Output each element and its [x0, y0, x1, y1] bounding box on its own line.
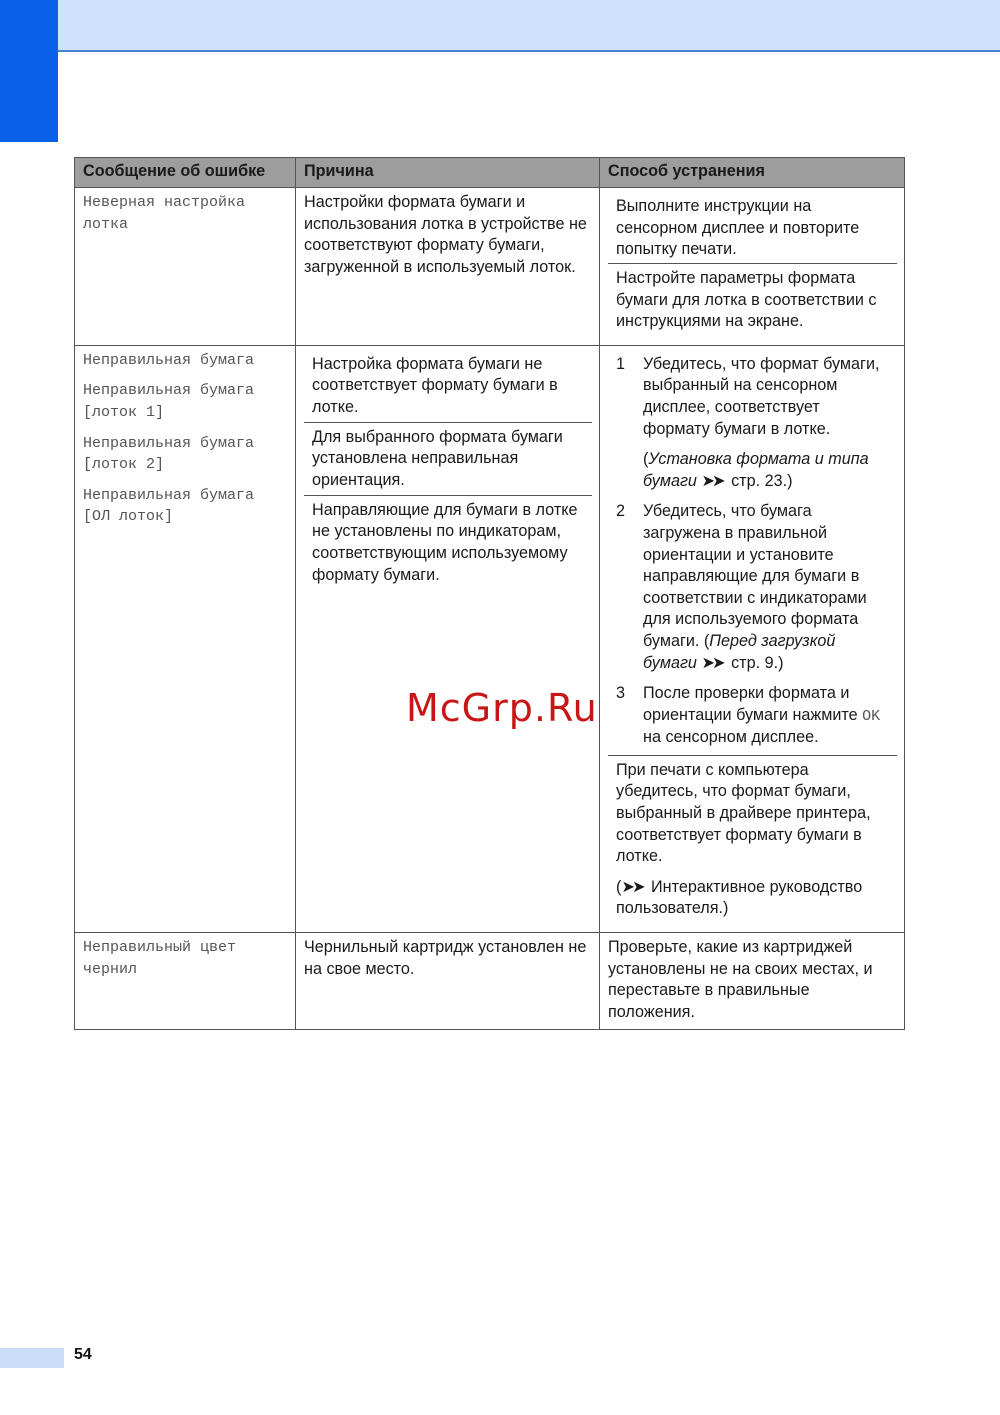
remedy-text: При печати с компьютера убедитесь, что формат бумаги, выбранный в драйвере принтера, соответствует формату бумаги в лотке.	[616, 760, 871, 866]
remedy-cell	[600, 188, 905, 346]
error-message: Неправильная бумага [лоток 2]	[83, 434, 255, 474]
double-arrow-icon: ➤➤	[701, 471, 723, 490]
step-number: 1	[616, 354, 626, 373]
cause-item: Направляющие для бумаги в лотке не установлены по индикаторам, соответствующим используемому формату бумаги.	[312, 500, 578, 584]
step-text: Убедитесь, что бумага загружена в правильной ориентации и установите направляющие для бумаги в соответствии с индикаторами для используемого формата бумаги. (	[643, 502, 867, 650]
error-message: Неправильная бумага [лоток 1]	[83, 382, 255, 421]
header-cause: Причина	[296, 158, 600, 188]
reference-link[interactable]: Установка формата и типа бумаги	[643, 450, 869, 490]
remedy-item	[608, 756, 897, 926]
remedy-steps	[608, 350, 897, 756]
error-message-cell	[75, 933, 296, 1030]
header-band	[0, 0, 1000, 52]
ok-key-label: OK	[862, 707, 881, 725]
error-message: Неправильный цвет чернил	[83, 939, 237, 978]
step-1	[616, 354, 890, 493]
chapter-tab	[0, 0, 58, 142]
error-message: Неправильная бумага	[83, 351, 255, 369]
reference-link[interactable]: Перед загрузкой бумаги	[643, 631, 836, 672]
cause-item: Для выбранного формата бумаги установлена неправильная ориентация.	[304, 423, 592, 496]
error-message-cell	[75, 188, 296, 346]
step-number: 3	[616, 684, 626, 703]
table-row	[75, 933, 905, 1030]
error-message: Неправильная бумага [ОЛ лоток]	[83, 486, 255, 526]
error-message: Неверная настройка лотка	[83, 194, 246, 233]
step-3: 3 После проверки формата и ориентации бумаги нажмите OK на сенсорном дисплее.	[616, 683, 890, 749]
remedy-cell	[600, 933, 905, 1030]
double-arrow-icon: ➤➤	[621, 877, 643, 896]
watermark: McGrp.Ru	[406, 686, 598, 730]
remedy-item: Настройте параметры формата бумаги для лотка в соответствии с инструкциями на экране.	[616, 269, 877, 331]
cause-cell	[296, 345, 600, 932]
footer-band	[0, 1348, 64, 1368]
page-number: 54	[74, 1346, 92, 1363]
error-message-cell	[75, 345, 296, 932]
cause-item: Настройка формата бумаги не соответствует формату бумаги в лотке.	[304, 350, 592, 423]
table-row	[75, 188, 905, 346]
error-table	[74, 157, 905, 1030]
remedy-reference: (➤➤ Интерактивное руководство пользователя.)	[616, 877, 863, 918]
step-reference: (Установка формата и типа бумаги ➤➤ стр. 23.)	[643, 450, 869, 490]
table-row	[75, 345, 905, 932]
double-arrow-icon: ➤➤	[701, 653, 723, 672]
remedy-cell	[600, 345, 905, 932]
cause-cell	[296, 188, 600, 346]
cause-text: Чернильный картридж установлен не на свое место.	[304, 938, 587, 978]
remedy-item: Выполните инструкции на сенсорном дисплее и повторите попытку печати.	[608, 192, 897, 264]
cause-text: Настройки формата бумаги и использования лотка в устройстве не соответствуют формату бумаги, загруженной в используемый лоток.	[304, 193, 587, 276]
header-remedy: Способ устранения	[600, 158, 905, 188]
table-header-row	[75, 158, 905, 188]
step-text: Убедитесь, что формат бумаги, выбранный на сенсорном дисплее, соответствует формату бумаги в лотке.	[643, 354, 880, 438]
remedy-text: Проверьте, какие из картриджей установлены не на своих местах, и переставьте в правильные положения.	[608, 938, 873, 1021]
step-2: 2 Убедитесь, что бумага загружена в правильной ориентации и установите направляющие для бумаги в соответствии с индикаторами для используемого формата бумаги. (Перед загрузкой бумаги ➤➤ стр. 9.)	[616, 501, 890, 674]
step-number: 2	[616, 502, 626, 521]
header-error-message: Сообщение об ошибке	[75, 158, 296, 188]
cause-cell	[296, 933, 600, 1030]
